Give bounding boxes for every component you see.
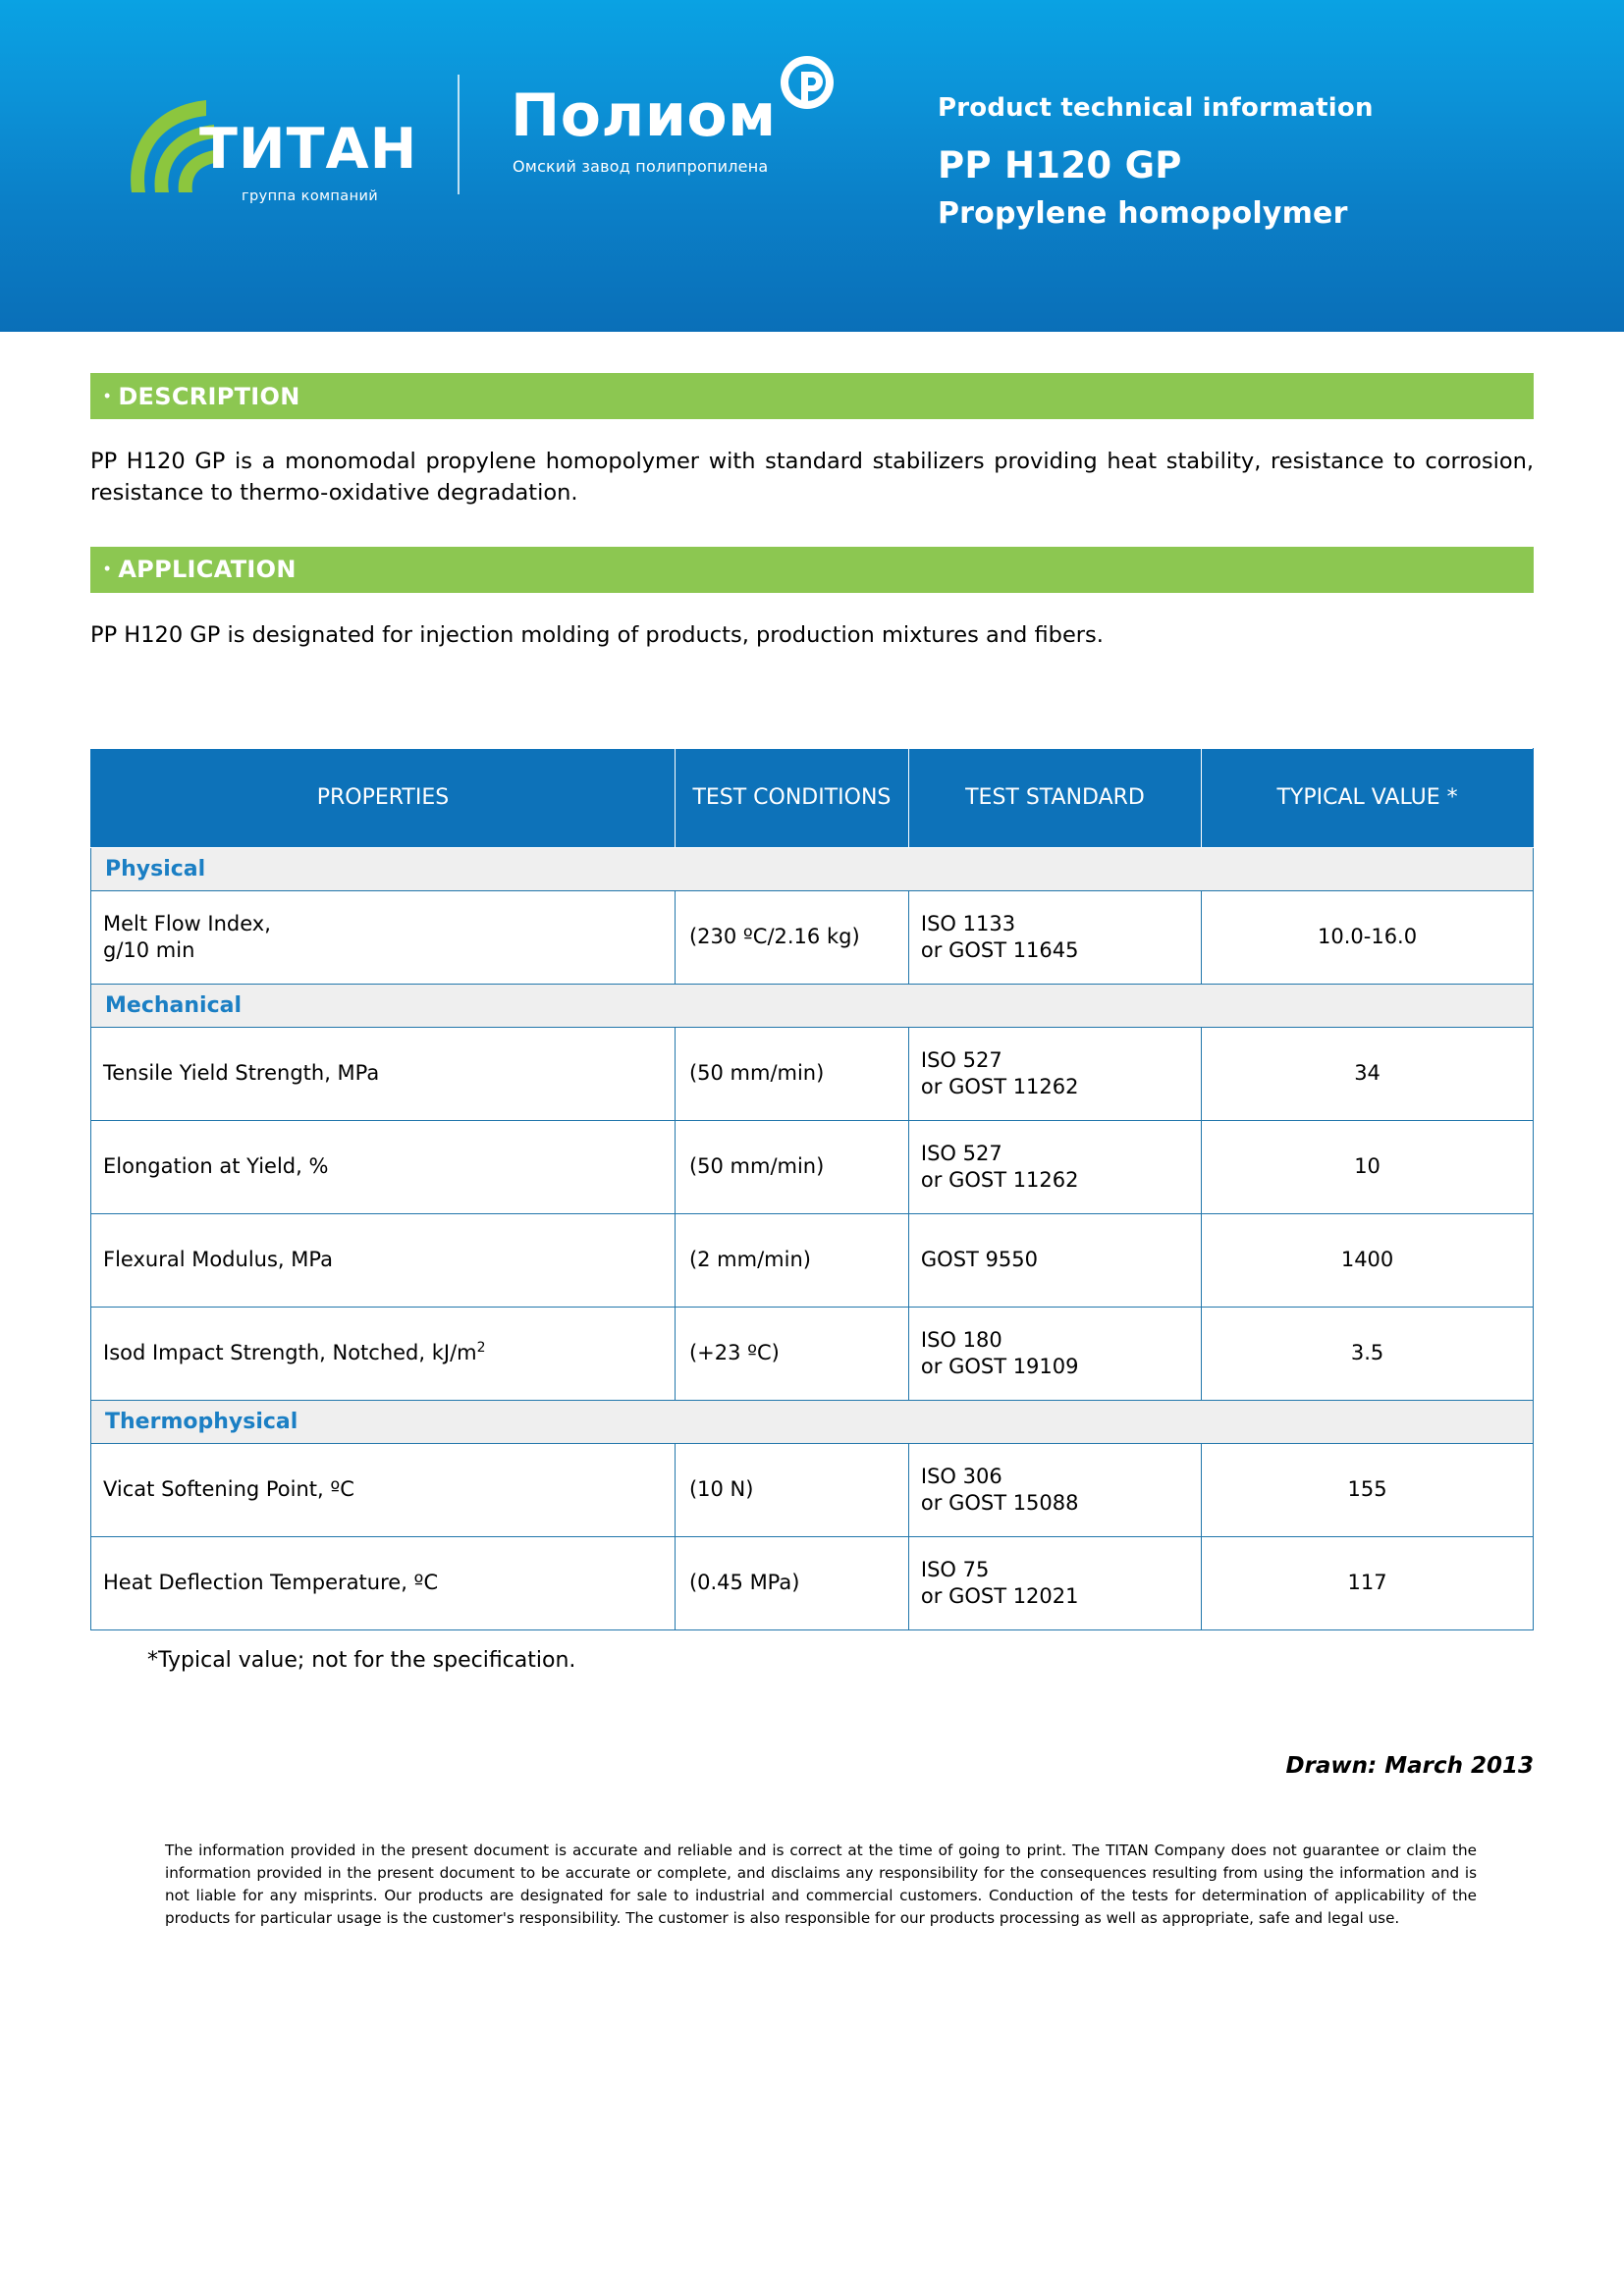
table-group-label: Mechanical [91,984,1534,1027]
section-header-description [90,373,1534,419]
cell-test-conditions: (50 mm/min) [675,1027,908,1120]
cell-test-standard: ISO 306 or GOST 15088 [908,1443,1201,1536]
page-header [0,0,1624,332]
table-group-row [91,1400,1534,1443]
cell-typical-value: 1400 [1202,1213,1534,1307]
table-row [91,1120,1534,1213]
cell-test-standard: ISO 75 or GOST 12021 [908,1536,1201,1629]
cell-test-standard: GOST 9550 [908,1213,1201,1307]
brand-divider [458,75,460,194]
titan-logo [116,94,418,204]
cell-test-standard: ISO 1133 or GOST 11645 [908,890,1201,984]
typical-value-note: *Typical value; not for the specification. [147,1647,576,1673]
cell-typical-value: 34 [1202,1027,1534,1120]
cell-typical-value: 10 [1202,1120,1534,1213]
cell-typical-value: 10.0-16.0 [1202,890,1534,984]
column-header-test-standard: TEST STANDARD [908,748,1201,847]
table-row [91,1213,1534,1307]
bullet-icon: • [104,385,111,405]
legal-disclaimer: The information provided in the present document is accurate and reliable and is correct at the time of going to print. The TITAN Company does not guarantee or claim the information provided in the present document to be accurate or complete, and disclaims any responsibility for the consequences resulting from using the information and is not liable for any misprints. Our products are designated for sale to industrial and commercial customers. Conduction of the tests for determination of applicability of the products for particular usage is the customer's responsibility. The customer is also responsible for our products processing as well as appropriate, safe and legal use. [165,1841,1477,1928]
titan-wordmark: ТИТАН [199,117,418,182]
table-group-row [91,984,1534,1027]
cell-test-conditions: (10 N) [675,1443,908,1536]
table-group-row [91,847,1534,890]
table-group-label: Physical [91,847,1534,890]
titan-tagline: группа компаний [242,188,379,204]
cell-typical-value: 3.5 [1202,1307,1534,1400]
cell-test-conditions: (230 ºC/2.16 kg) [675,890,908,984]
poliom-tagline: Омский завод полипропилена [513,157,769,176]
cell-property: Tensile Yield Strength, MPa [91,1027,676,1120]
cell-test-conditions: (50 mm/min) [675,1120,908,1213]
poliom-wordmark: Полиом [511,81,777,150]
cell-property: Melt Flow Index, g/10 min [91,890,676,984]
table-group-label: Thermophysical [91,1400,1534,1443]
cell-property: Elongation at Yield, % [91,1120,676,1213]
cell-test-conditions: (0.45 MPa) [675,1536,908,1629]
section-label-application: APPLICATION [118,556,297,584]
spec-table-body [91,847,1534,1629]
column-header-properties: PROPERTIES [91,748,676,847]
column-header-typical-value: TYPICAL VALUE * [1202,748,1534,847]
page-content [0,332,1624,1930]
cell-property: Isod Impact Strength, Notched, $kJ/m^2$ [91,1307,676,1400]
product-title: PP H120 GP [938,144,1182,187]
poliom-circle-p-icon [778,53,837,112]
section-header-application [90,547,1534,593]
header-text-block [938,93,1586,231]
poliom-logo [511,81,835,204]
section-label-description: DESCRIPTION [118,382,300,410]
table-row [91,1307,1534,1400]
application-body: PP H120 GP is designated for injection molding of products, production mixtures and fibers. [90,621,1104,648]
bullet-icon: • [104,559,111,579]
cell-property: Heat Deflection Temperature, ºC [91,1536,676,1629]
drawn-date: Drawn: March 2013 [1285,1752,1534,1779]
table-row [91,890,1534,984]
table-row [91,1536,1534,1629]
cell-test-conditions: (+23 ºC) [675,1307,908,1400]
cell-test-standard: ISO 527 or GOST 11262 [908,1027,1201,1120]
superscript: 2 [476,1340,486,1357]
cell-test-conditions: (2 mm/min) [675,1213,908,1307]
description-body: PP H120 GP is a monomodal propylene homopolymer with standard stabilizers providing heat stability, resistance to corrosion, resistance to thermo-oxidative degradation. [90,449,1534,506]
header-kicker: Product technical information [938,93,1374,123]
column-header-test-conditions: TEST CONDITIONS [675,748,908,847]
cell-typical-value: 155 [1202,1443,1534,1536]
cell-property: Vicat Softening Point, ºC [91,1443,676,1536]
table-header-row [91,748,1534,847]
spec-table-wrapper [90,748,1534,1630]
table-row [91,1027,1534,1120]
cell-property: Flexural Modulus, MPa [91,1213,676,1307]
cell-test-standard: ISO 527 or GOST 11262 [908,1120,1201,1213]
cell-test-standard: ISO 180 or GOST 19109 [908,1307,1201,1400]
cell-typical-value: 117 [1202,1536,1534,1629]
spec-table [90,748,1534,1630]
table-row [91,1443,1534,1536]
product-subtitle: Propylene homopolymer [938,196,1348,231]
